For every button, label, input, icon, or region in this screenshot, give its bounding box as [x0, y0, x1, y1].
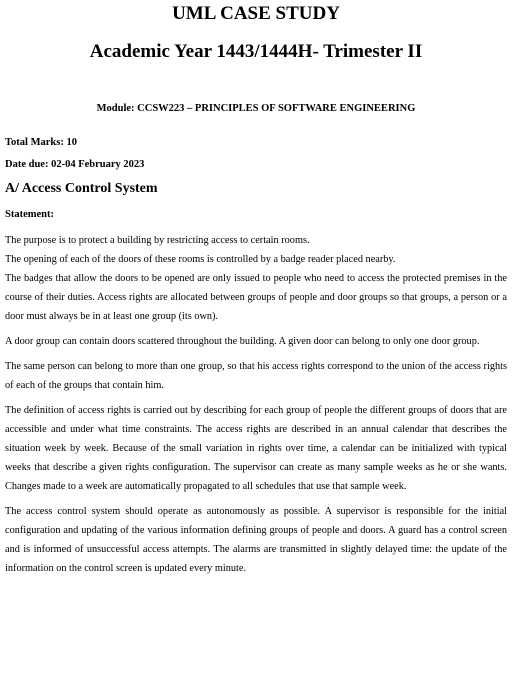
section-title: A/ Access Control System — [5, 181, 158, 196]
paragraph: The definition of access rights is carried out by describing for each group of people the different groups of doors that are accessible and under what time constraints. The access rights are described in an annual calendar that describes the situation week by week. Because of the small variation in rights over time, a calendar can be initialized with typical weeks that describe a given rights configuration. The supervisor can create as many sample weeks as he or she wants. Changes made to a week are automatically propagated to all schedules that use that sample week. — [5, 405, 507, 492]
paragraph: The badges that allow the doors to be opened are only issued to people who need to access the protected premises in the course of their duties. Access rights are allocated between groups of people and door groups so that groups, a person or a door must always be in at least one group (its own). — [5, 273, 507, 322]
module-line: Module: CCSW223 – PRINCIPLES OF SOFTWARE ENGINEERING — [96, 103, 416, 114]
paragraph: The same person can belong to more than one group, so that his access rights correspond to the union of the access rights of each of the groups that contain him. — [5, 361, 507, 391]
statement-label: Statement: — [5, 209, 54, 220]
statement-body — [5, 231, 507, 582]
total-marks: Total Marks: 10 — [5, 137, 77, 148]
paragraph: The access control system should operate as autonomously as possible. A supervisor is responsible for the initial configuration and updating of the various information defining groups of people and doors. A guard has a control screen and is informed of unsuccessful access attempts. The alarms are transmitted in slightly delayed time: the update of the information on the control screen is updated every minute. — [5, 506, 507, 574]
date-due: Date due: 02-04 February 2023 — [5, 159, 145, 170]
paragraph: The purpose is to protect a building by restricting access to certain rooms. — [5, 235, 310, 246]
paragraph: A door group can contain doors scattered throughout the building. A given door can belong to only one door group. — [5, 336, 480, 347]
document-subtitle: Academic Year 1443/1444H- Trimester II — [89, 41, 423, 62]
document-title: UML CASE STUDY — [172, 3, 340, 24]
paragraph: The opening of each of the doors of these rooms is controlled by a badge reader placed nearby. — [5, 254, 396, 265]
